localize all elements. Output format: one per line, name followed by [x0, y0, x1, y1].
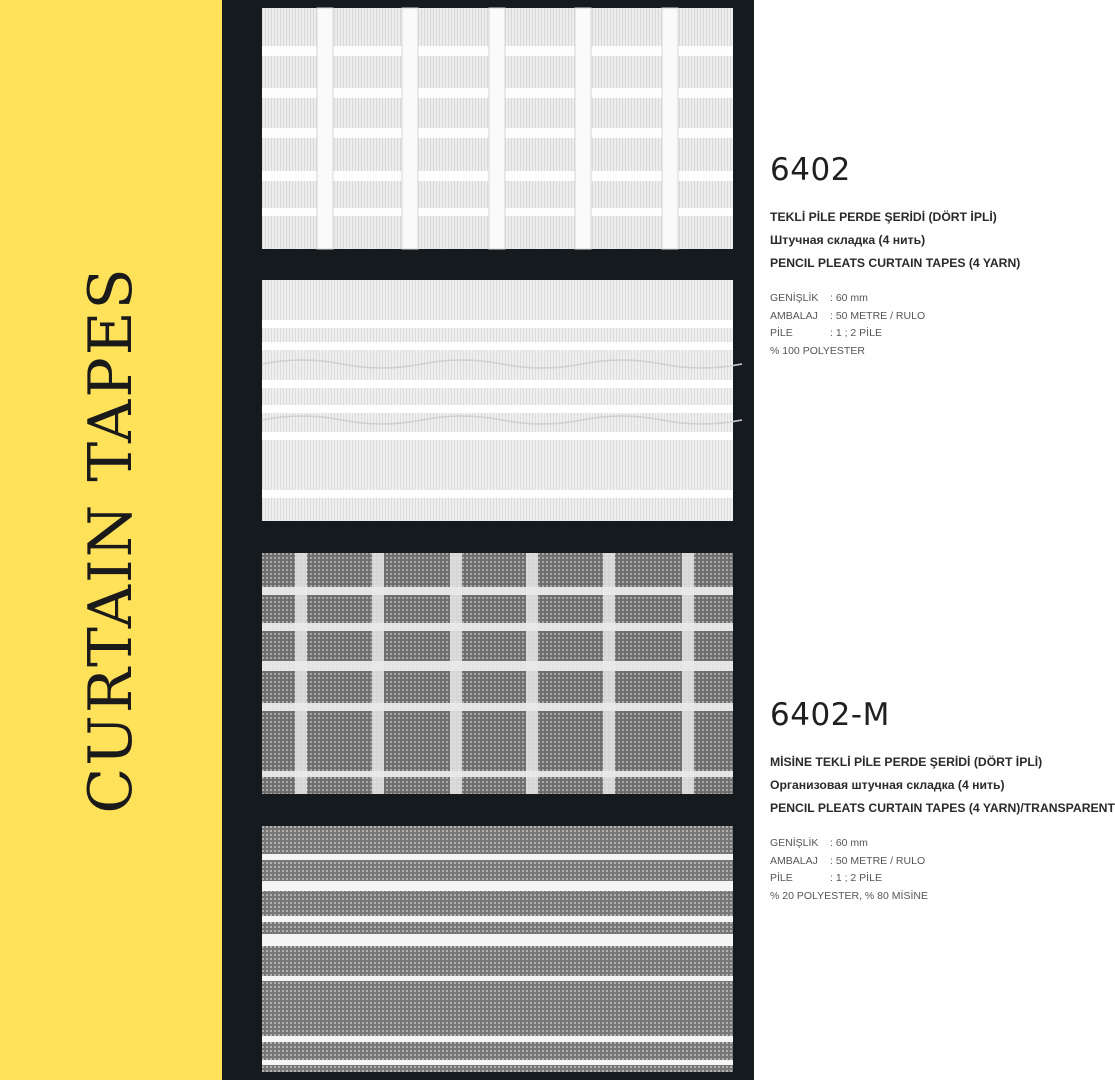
- spec-row-pleat: [770, 870, 1070, 888]
- spec-value: : 1 ; 2 PİLE: [830, 872, 882, 884]
- tape-6402-m-pleated-image: [262, 553, 733, 794]
- product-name-tr: TEKLİ PİLE PERDE ŞERİDİ (DÖRT İPLİ): [770, 210, 997, 224]
- product-name-tr: MİSİNE TEKLİ PİLE PERDE ŞERİDİ (DÖRT İPLİ): [770, 755, 1043, 769]
- spec-list: [770, 835, 1070, 905]
- product-name-ru: Организовая штучная складка (4 нить): [770, 778, 1005, 792]
- spec-value: : 60 mm: [830, 837, 868, 849]
- spec-row-packaging: [770, 308, 1070, 326]
- product-name-en: PENCIL PLEATS CURTAIN TAPES (4 YARN)/TRANSPARENT: [770, 801, 1115, 815]
- spec-label: PİLE: [770, 872, 793, 884]
- spec-label: PİLE: [770, 327, 793, 339]
- spec-label: AMBALAJ: [770, 309, 818, 322]
- spec-value: : 1 ; 2 PİLE: [830, 327, 882, 339]
- spec-label: GENİŞLİK: [770, 292, 819, 304]
- tape-6402-pleated-image: [262, 8, 733, 249]
- product-code: 6402: [770, 152, 851, 188]
- spec-row-width: [770, 290, 1070, 308]
- spec-row-pleat: [770, 325, 1070, 343]
- spec-label: AMBALAJ: [770, 854, 818, 867]
- spec-row-packaging: [770, 853, 1070, 871]
- side-band: [0, 0, 222, 1080]
- spec-value: : 50 METRE / RULO: [830, 309, 926, 322]
- spec-list: [770, 290, 1070, 360]
- product-name-ru: Штучная складка (4 нить): [770, 233, 926, 247]
- tape-6402-flat-image: [262, 280, 733, 521]
- spec-row-material: % 20 POLYESTER, % 80 MİSİNE: [770, 889, 928, 902]
- spec-row-material: % 100 POLYESTER: [770, 344, 865, 357]
- spec-value: : 60 mm: [830, 292, 868, 304]
- product-6402-m-info: [770, 697, 1115, 905]
- product-name-en: PENCIL PLEATS CURTAIN TAPES (4 YARN): [770, 256, 1021, 270]
- side-title: CURTAIN TAPES: [76, 266, 146, 814]
- product-code: 6402-M: [770, 697, 890, 733]
- spec-value: : 50 METRE / RULO: [830, 854, 926, 867]
- spec-row-width: [770, 835, 1070, 853]
- tape-6402-m-flat-image: [262, 826, 733, 1072]
- spec-label: GENİŞLİK: [770, 837, 819, 849]
- product-6402-info: [770, 152, 1070, 360]
